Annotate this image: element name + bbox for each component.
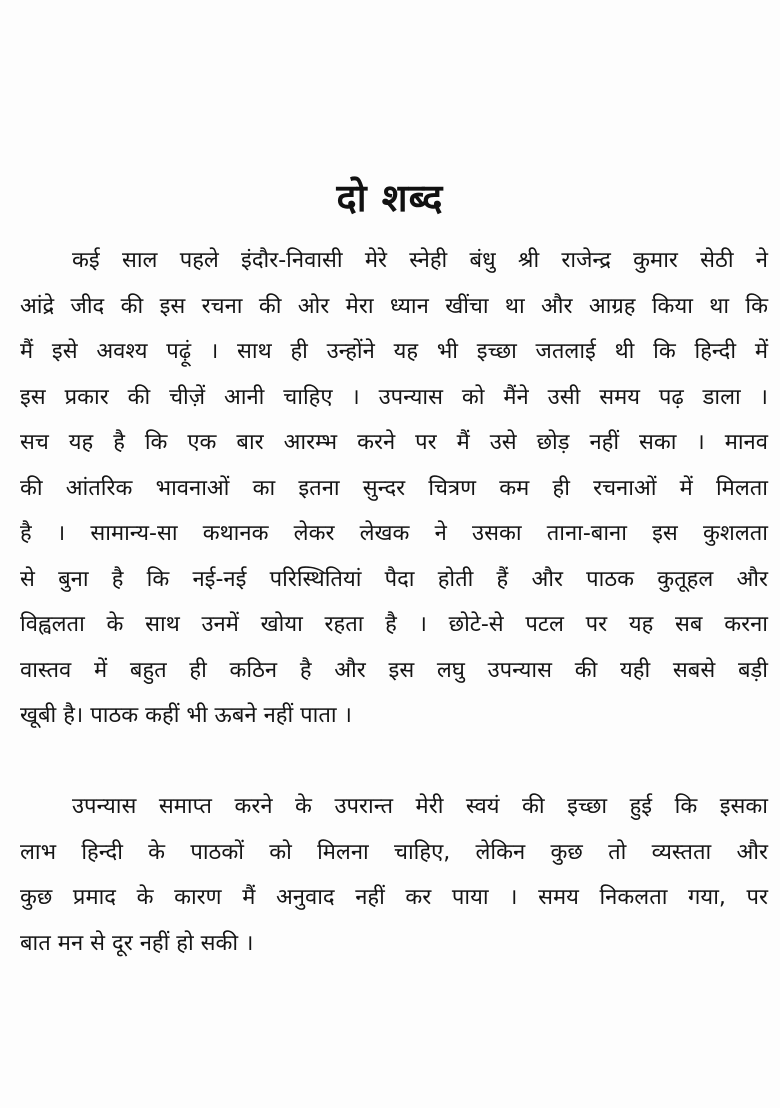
text-line: उपन्यास समाप्त करने के उपरान्त मेरी स्वयं की इच्छा हुई कि इसका (72, 794, 768, 819)
text-line: की आंतरिक भावनाओं का इतना सुन्दर चित्रण कम ही रचनाओं में मिलता (20, 475, 768, 501)
text-line: इस प्रकार की चीज़ें आनी चाहिए । उपन्यास को मैंने उसी समय पढ़ डाला । (20, 384, 768, 410)
text-line: आंद्रे जीद की इस रचना की ओर मेरा ध्यान खींचा था और आग्रह किया था कि (20, 293, 768, 319)
page-title: दो शब्द (336, 176, 444, 221)
text-line: है । सामान्य-सा कथानक लेकर लेखक ने उसका ताना-बाना इस कुशलता (20, 521, 768, 546)
text-line: बात मन से दूर नहीं हो सकी । (20, 930, 254, 956)
paragraph-1 (20, 238, 768, 739)
text-line: मैं इसे अवश्य पढ़ूं । साथ ही उन्होंने यह भी इच्छा जतलाई थी कि हिन्दी में (20, 339, 768, 364)
paragraph-2 (20, 784, 768, 966)
text-line: कुछ प्रमाद के कारण मैं अनुवाद नहीं कर पाया । समय निकलता गया, पर (20, 885, 768, 910)
text-line: विह्वलता के साथ उनमें खोया रहता है । छोटे-से पटल पर यह सब करना (20, 612, 768, 637)
text-line: खूबी है। पाठक कहीं भी ऊबने नहीं पाता । (20, 703, 352, 728)
text-line: सच यह है कि एक बार आरम्भ करने पर मैं उसे छोड़ नहीं सका । मानव (20, 430, 768, 455)
text-line: कई साल पहले इंदौर-निवासी मेरे स्नेही बंधु श्री राजेन्द्र कुमार सेठी ने (72, 248, 768, 273)
text-line: वास्तव में बहुत ही कठिन है और इस लघु उपन्यास की यही सबसे बड़ी (20, 657, 768, 683)
text-line: से बुना है कि नई-नई परिस्थितियां पैदा होती हैं और पाठक कुतूहल और (20, 566, 768, 592)
text-line: लाभ हिन्दी के पाठकों को मिलना चाहिए, लेकिन कुछ तो व्यस्तता और (20, 839, 768, 865)
